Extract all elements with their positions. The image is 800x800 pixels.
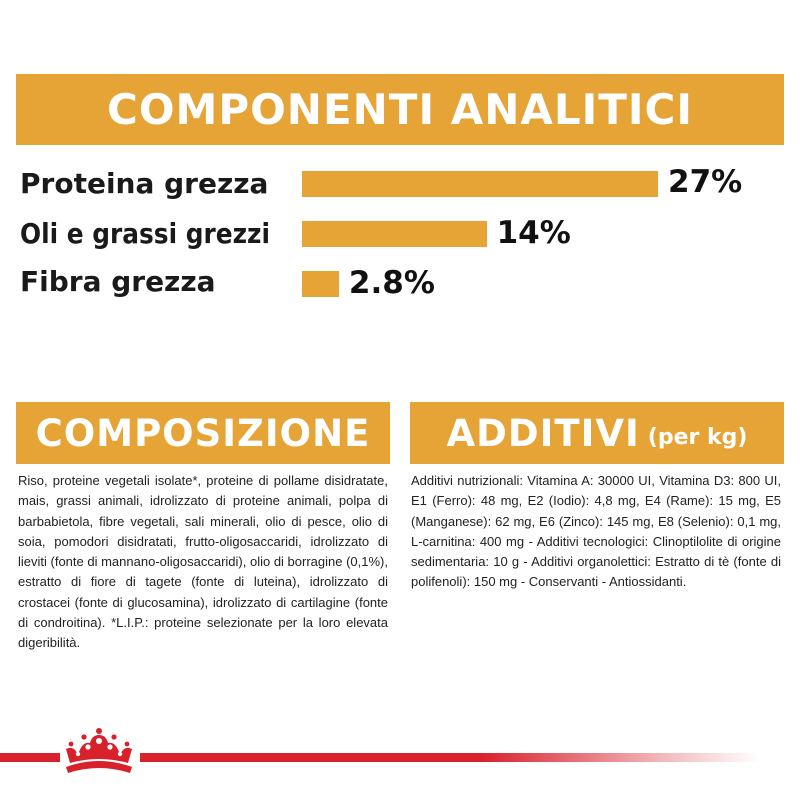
footer-red-line xyxy=(140,753,760,762)
composition-banner xyxy=(16,402,390,464)
additives-banner xyxy=(410,402,784,464)
crude-protein-value: 27% xyxy=(668,164,743,200)
footer-red-line-left xyxy=(0,753,60,762)
additives-title: ADDITIVI xyxy=(446,411,640,455)
crude-oils-fats-bar xyxy=(302,221,487,247)
crown-logo-icon xyxy=(56,727,142,775)
crude-fibre-bar xyxy=(302,271,339,297)
analytical-components-title: COMPONENTI ANALITICI xyxy=(107,85,693,134)
additives-text: Additivi nutrizionali: Vitamina A: 30000 UI, Vitamina D3: 800 UI, E1 (Ferro): 48 mg, E2 (Iodio): 4,8 mg, E4 (Rame): 15 mg, E5 (Manganese): 62 mg, E6 (Zinco): 145 mg, E8 (Selenio): 0,1 mg, L-carnitina: 400 mg - Additivi tecnologici: Clinoptilolite di origine sedimentaria: 10 g - Additivi organolettici: Estratto di tè (fonte di polifenoli): 150 mg - Conservanti - Antiossidanti. xyxy=(411,473,781,590)
crude-protein-label: Proteina grezza xyxy=(20,167,269,200)
crude-oils-fats-value: 14% xyxy=(496,215,571,251)
crude-oils-fats-label: Oli e grassi grezzi xyxy=(20,217,270,250)
composition-title: COMPOSIZIONE xyxy=(35,411,371,455)
additives-subtitle: (per kg) xyxy=(647,424,748,450)
composition-text: Riso, proteine vegetali isolate*, proteine di pollame disidratate, mais, grassi animali, idrolizzato di proteine animali, polpa di barbabietola, fibre vegetali, sali minerali, olio di pesce, olio di soia, pomodori disidratati, frutto-oligosaccaridi, idrolizzato di lieviti (fonte di mannano-oligosaccaridi), olio di borragine (0,1%), estratto di fiore di tagete (fonte di luteina), idrolizzato di crostacei (fonte di glucosamina), idrolizzato di cartilagine (fonte di condroitina). *L.I.P.: proteine selezionate per la loro elevata digeribilità. xyxy=(18,473,388,651)
analytical-components-banner xyxy=(16,74,784,145)
crude-fibre-value: 2.8% xyxy=(348,265,435,301)
crude-protein-bar xyxy=(302,171,658,197)
crude-fibre-label: Fibra grezza xyxy=(20,265,216,298)
